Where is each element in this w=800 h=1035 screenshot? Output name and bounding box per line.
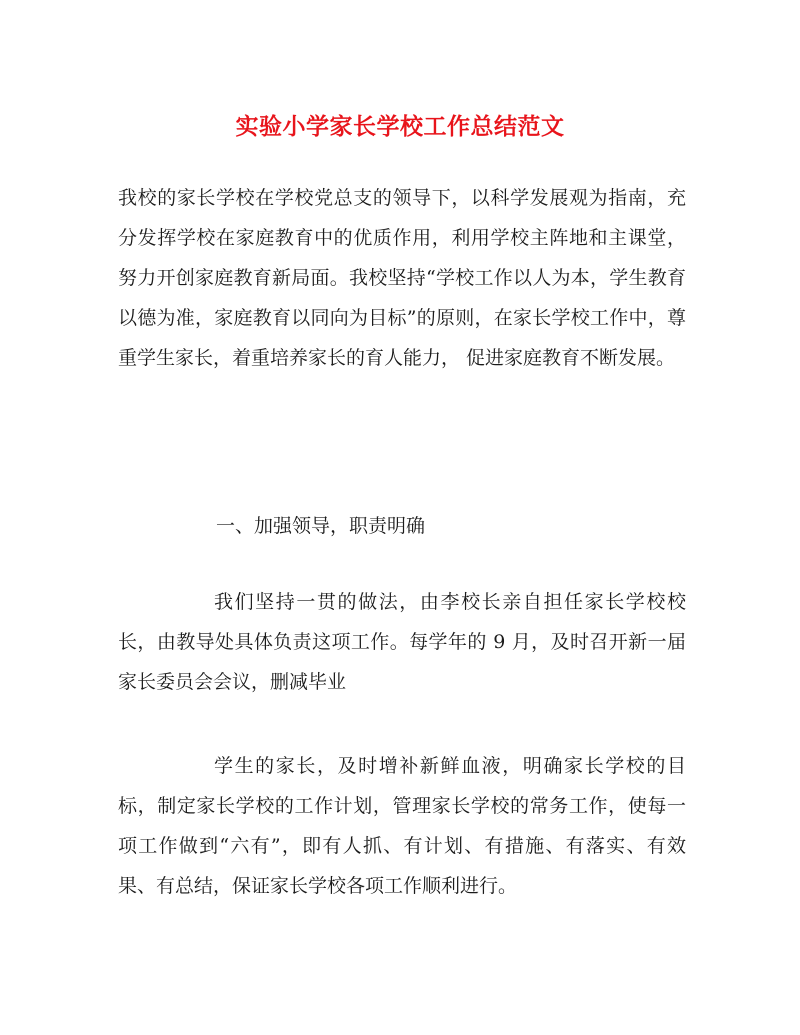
- body-paragraph-2: 学生的家长，及时增补新鲜血液，明确家长学校的目标，制定家长学校的工作计划，管理家长学校的常务工作，使每一项工作做到“六有”，即有人抓、有计划、有措施、有落实、有效果、有总结，保证家长学校各项工作顺利进行。: [118, 755, 686, 897]
- intro-paragraph: 我校的家长学校在学校党总支的领导下，以科学发展观为指南，充分发挥学校在家庭教育中的优质作用，利用学校主阵地和主课堂，努力开创家庭教育新局面。我校坚持“学校工作以人为本，学生教育以德为准，家庭教育以同向为目标”的原则，在家长学校工作中，尊重学生家长，着重培养家长的育人能力， 促进家庭教育不断发展。: [118, 187, 686, 369]
- body-paragraph-1: 我们坚持一贯的做法，由李校长亲自担任家长学校校长，由教导处具体负责这项工作。每学年的 9 月，及时召开新一届家长委员会会议，删减毕业: [118, 591, 686, 693]
- section-heading: 一、加强领导，职责明确: [216, 515, 426, 537]
- document-title: 实验小学家长学校工作总结范文: [235, 113, 565, 140]
